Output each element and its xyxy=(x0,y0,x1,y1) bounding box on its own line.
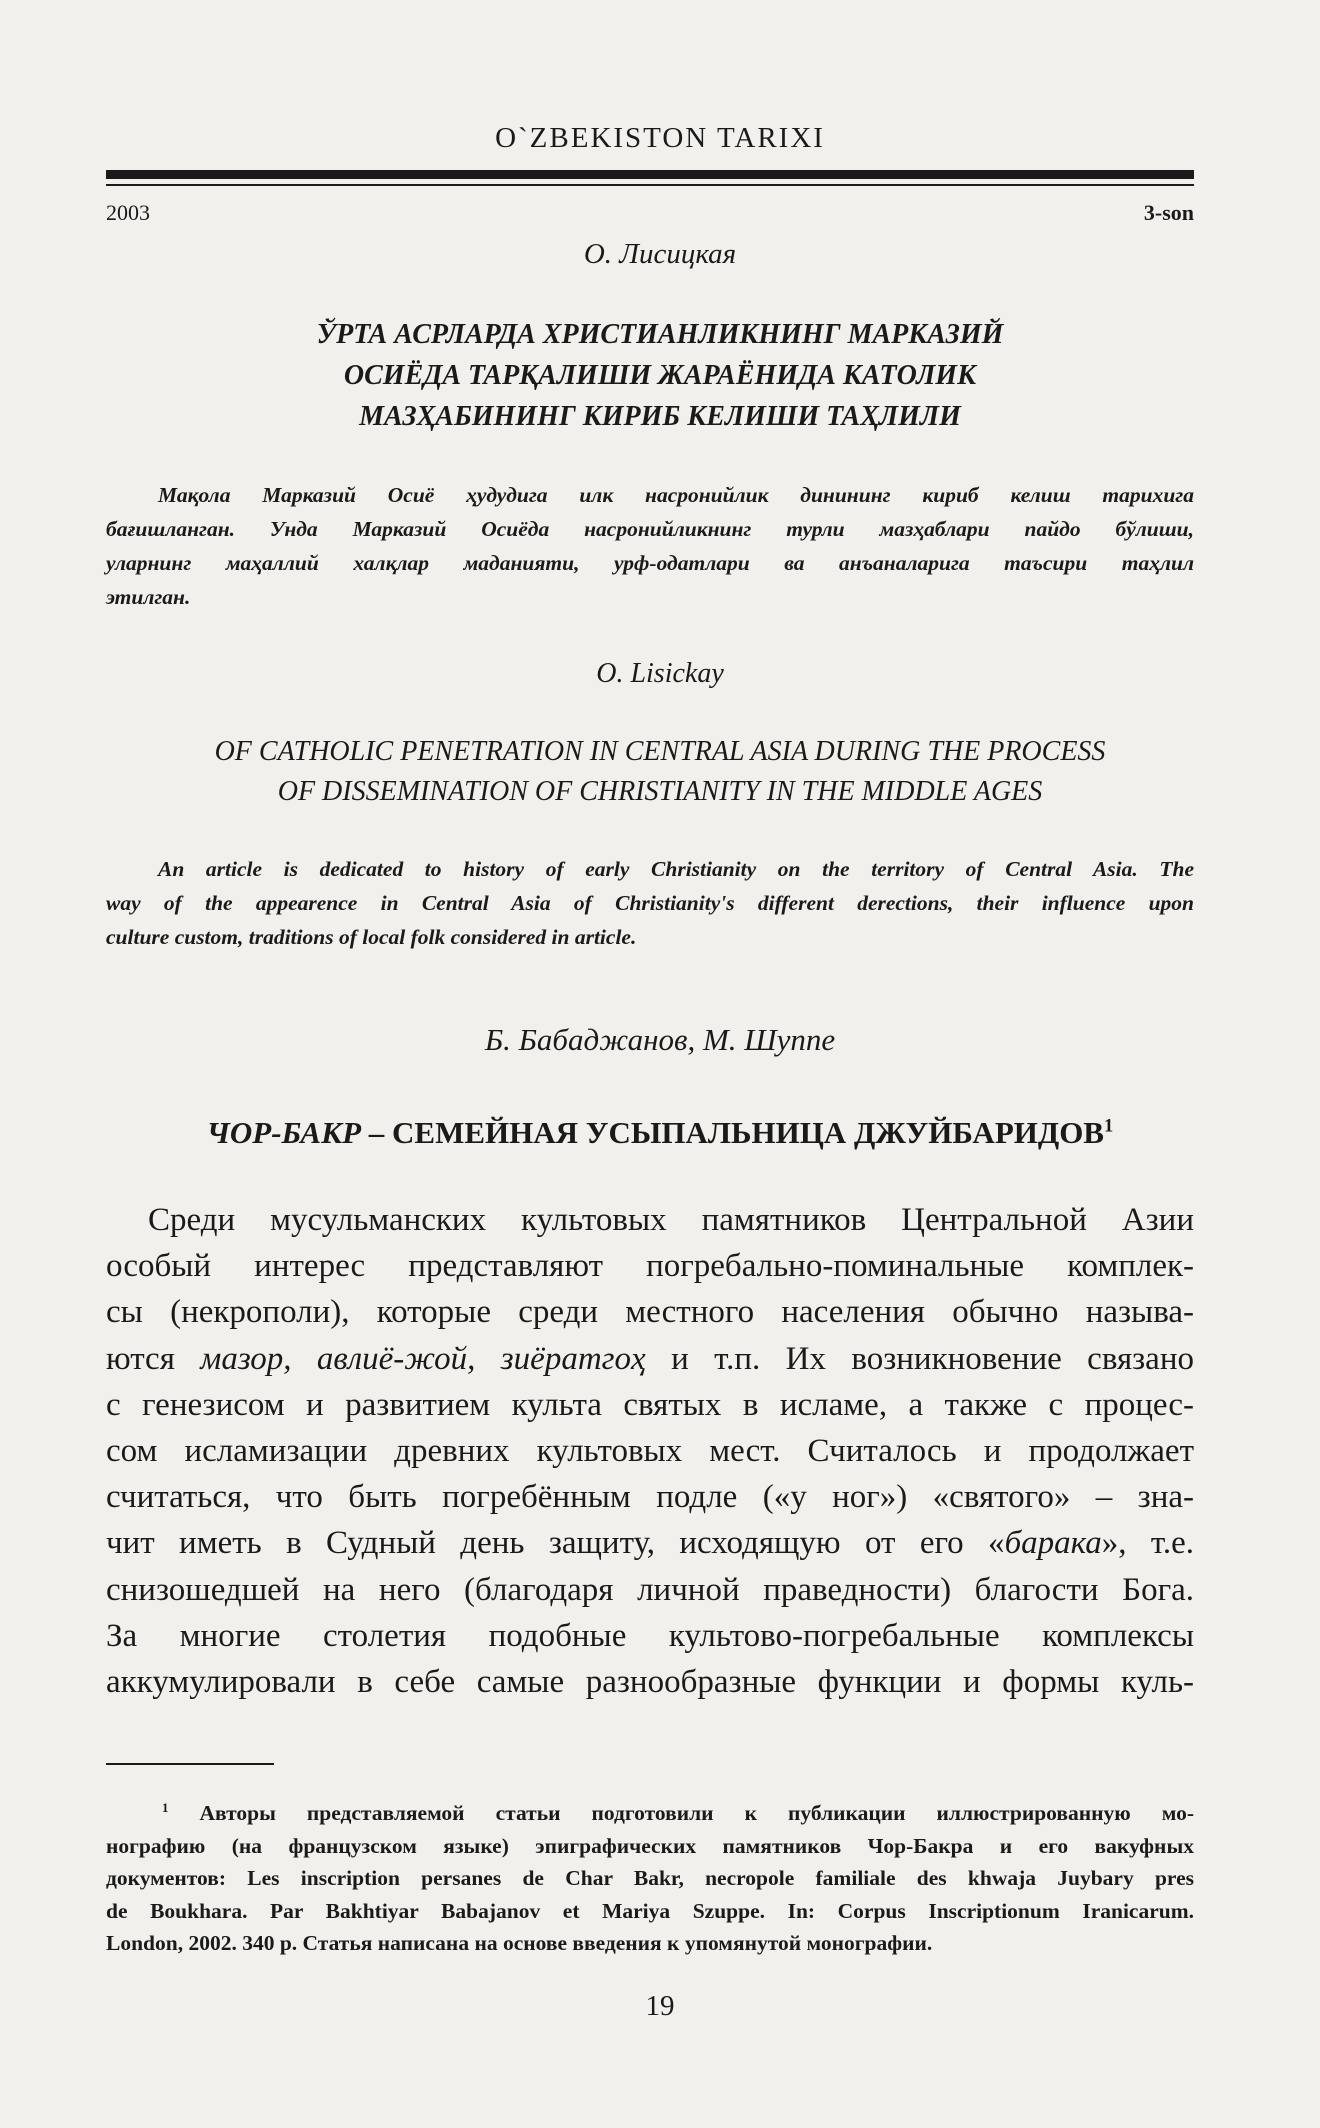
body-italic-terms: мазор, авлиё-жой, зиёратгоҳ xyxy=(200,1340,646,1377)
body-line: За многие столетия подобные культово-погребальные комплексы xyxy=(106,1617,1194,1654)
footnote-line: de Boukhara. Par Bakhtiyar Babajanov et Mariya Szuppe. In: Corpus Inscriptionum Iranicarum. xyxy=(106,1898,1194,1923)
body-line: особый интерес представляют погребально-поминальные комплек- xyxy=(106,1248,1194,1285)
issue-number: 3-son xyxy=(1143,200,1194,225)
abstract-uz xyxy=(106,478,1194,614)
body-line: сы (некрополи), которые среди местного населения обычно называ- xyxy=(106,1294,1194,1331)
abstract-en-line: way of the appearence in Central Asia of Christianity's different derections, their influence upon xyxy=(106,891,1194,915)
page-number: 19 xyxy=(645,1990,675,2022)
title-uz-line: ОСИЁДА ТАРҚАЛИШИ ЖАРАЁНИДА КАТОЛИК xyxy=(343,360,977,391)
body-line: считаться, что быть погребённым подле («у ног») «святого» – зна- xyxy=(106,1479,1194,1516)
body-line: Среди мусульманских культовых памятников Центральной Азии xyxy=(148,1202,1194,1238)
authors-ru: Б. Бабаджанов, М. Шуппе xyxy=(484,1022,836,1057)
journal-title: O`ZBEKISTON TARIXI xyxy=(495,122,825,154)
title-footnote-marker: 1 xyxy=(1104,1115,1114,1137)
body-text-run: и т.п. Их возникновение связано xyxy=(645,1340,1194,1377)
footnote-marker: 1 xyxy=(162,1800,169,1815)
footnote-line: нографию (на французском языке) эпиграфических памятников Чор-Бакра и его вакуфных xyxy=(106,1833,1194,1858)
issue-year: 2003 xyxy=(106,200,150,225)
body-line xyxy=(106,1520,1194,1566)
footnote xyxy=(106,1797,1194,1960)
title-uz-line: МАЗҲАБИНИНГ КИРИБ КЕЛИШИ ТАҲЛИЛИ xyxy=(359,401,961,432)
abstract-uz-line: бағишланган. Унда Марказий Осиёда насронийликнинг турли мазҳаблари пайдо бўлиши, xyxy=(106,517,1194,541)
footnote-line: документов: Les inscription persanes de Char Bakr, necropole familiale des khwaja Juybary pres xyxy=(106,1866,1194,1890)
title-ru xyxy=(0,1115,1320,1151)
body-line: с генезисом и развитием культа святых в исламе, а также с процес- xyxy=(106,1386,1194,1423)
footnote-rule xyxy=(106,1763,274,1765)
abstract-uz-line: уларнинг маҳаллий халқлар маданияти, урф-одатлари ва анъаналарига таъсири таҳлил xyxy=(106,551,1194,575)
title-ru-italic: ЧОР-БАКР xyxy=(206,1115,362,1150)
body-text-run: чит иметь в Судный день защиту, исходящую от его « xyxy=(106,1525,1005,1562)
abstract-en-line: An article is dedicated to history of early Christianity on the territory of Central Asia. The xyxy=(158,857,1194,881)
body-italic-term: барака xyxy=(1004,1525,1102,1562)
body-text-run: », т.е. xyxy=(1101,1525,1194,1562)
abstract-uz-line: этилган. xyxy=(106,585,191,609)
article-body xyxy=(106,1197,1194,1705)
footnote-line xyxy=(106,1797,1194,1830)
title-ru-rest: – СЕМЕЙНАЯ УСЫПАЛЬНИЦА ДЖУЙБАРИДОВ xyxy=(361,1115,1104,1150)
footnote-line: London, 2002. 340 р. Статья написана на основе введения к упомянутой монографии. xyxy=(106,1931,933,1955)
body-line xyxy=(106,1336,1194,1382)
title-en-line: OF CATHOLIC PENETRATION IN CENTRAL ASIA DURING THE PROCESS xyxy=(214,736,1106,767)
header-rule-thin xyxy=(106,184,1194,186)
abstract-en-line: culture custom, traditions of local folk considered in article. xyxy=(106,925,637,949)
author-en: O. Lisickay xyxy=(596,658,724,689)
title-en xyxy=(0,732,1320,812)
body-line: аккумулировали в себе самые разнообразные функции и формы куль- xyxy=(106,1664,1194,1701)
body-line: снизошедшей на него (благодаря личной праведности) благости Бога. xyxy=(106,1571,1194,1608)
title-en-line: OF DISSEMINATION OF CHRISTIANITY IN THE MIDDLE AGES xyxy=(277,776,1043,807)
title-uz-line: ЎРТА АСРЛАРДА ХРИСТИАНЛИКНИНГ МАРКАЗИЙ xyxy=(316,319,1004,350)
body-line: сом исламизации древних культовых мест. Считалось и продолжает xyxy=(106,1433,1194,1470)
body-text-run: ются xyxy=(106,1340,201,1377)
author-uz: О. Лисицкая xyxy=(583,238,737,270)
title-uz xyxy=(0,314,1320,437)
header-rule-thick xyxy=(106,170,1194,179)
abstract-en xyxy=(106,852,1194,954)
footnote-text-run: Авторы представляемой статьи подготовили к публикации иллюстрированную мо- xyxy=(168,1801,1194,1825)
abstract-uz-line: Мақола Марказий Осиё ҳудудига илк насронийлик динининг кириб келиш тарихига xyxy=(158,483,1194,507)
